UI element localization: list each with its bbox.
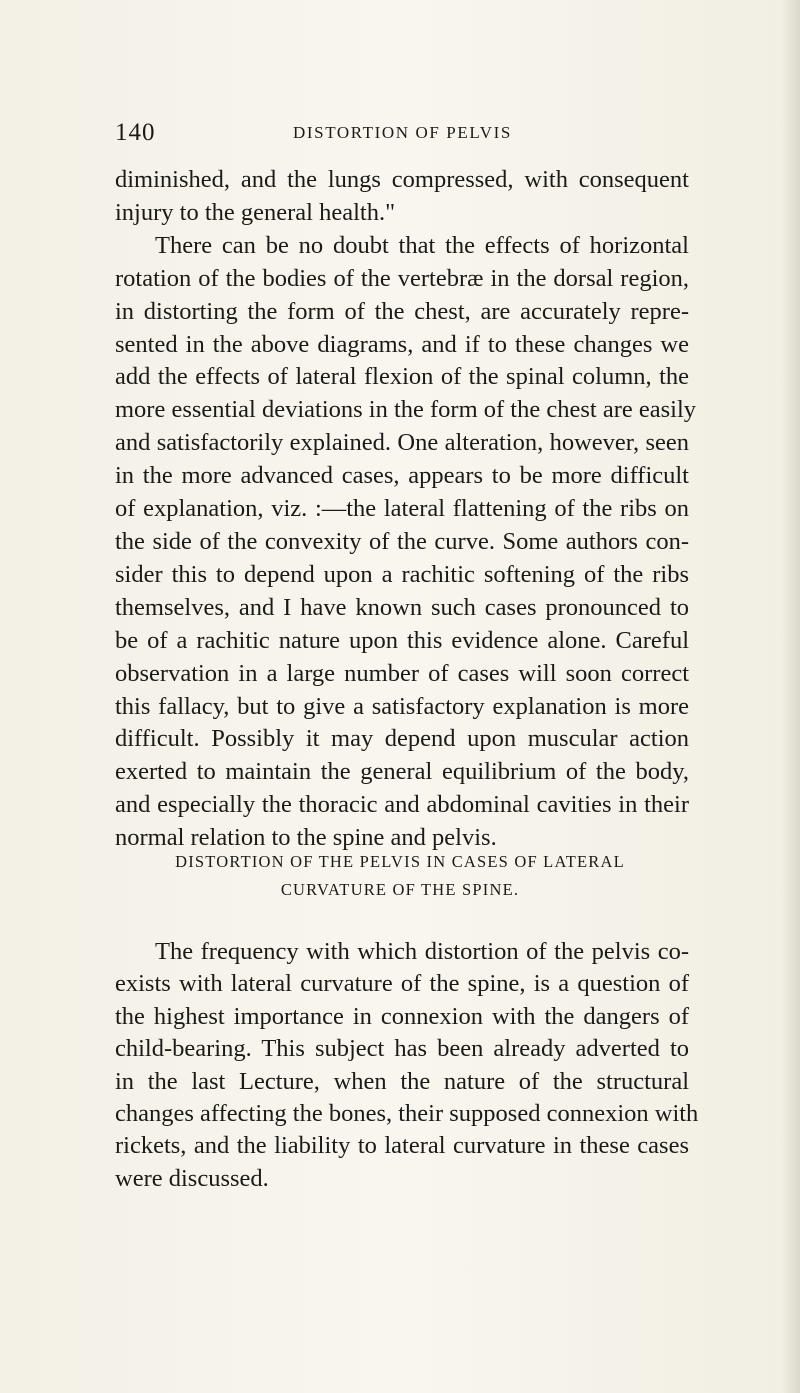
paragraph-continued bbox=[115, 164, 689, 230]
text-line: in the last Lecture, when the nature of the structural bbox=[115, 1067, 689, 1095]
text-line: themselves, and I have known such cases pronounced to bbox=[115, 593, 689, 621]
text-line: the side of the convexity of the curve. Some authors con- bbox=[115, 527, 689, 555]
text-line: add the effects of lateral flexion of the spinal column, the bbox=[115, 363, 689, 391]
page-edge-shadow bbox=[782, 0, 800, 1393]
text-line: in distorting the form of the chest, are accurately repre- bbox=[115, 297, 689, 325]
text-line: in the more advanced cases, appears to be more difficult bbox=[115, 462, 689, 490]
text-line: rotation of the bodies of the vertebræ in the dorsal region, bbox=[115, 264, 689, 292]
text-line: injury to the general health." bbox=[115, 198, 396, 226]
page-number: 140 bbox=[115, 119, 156, 146]
text-line: and especially the thoracic and abdominal cavities in their bbox=[115, 791, 689, 819]
text-line: observation in a large number of cases will soon correct bbox=[115, 659, 689, 687]
text-line: be of a rachitic nature upon this evidence alone. Careful bbox=[115, 626, 689, 654]
text-line: exists with lateral curvature of the spine, is a question of bbox=[115, 970, 689, 998]
text-line: and satisfactorily explained. One alteration, however, seen bbox=[115, 429, 689, 457]
body-text-lower bbox=[115, 936, 699, 1195]
text-line: sider this to depend upon a rachitic softening of the ribs bbox=[115, 560, 689, 588]
text-line: There can be no doubt that the effects of horizontal bbox=[155, 231, 689, 259]
section-heading-line-2: CURVATURE OF THE SPINE. bbox=[280, 880, 520, 899]
text-line: sented in the above diagrams, and if to these changes we bbox=[115, 330, 689, 358]
section-heading bbox=[100, 848, 700, 904]
text-line: the highest importance in connexion with the dangers of bbox=[115, 1002, 689, 1030]
text-line: were discussed. bbox=[115, 1164, 269, 1192]
body-text-upper bbox=[115, 164, 697, 855]
text-line: The frequency with which distortion of the pelvis co- bbox=[155, 938, 689, 965]
text-line: more essential deviations in the form of the chest are easily bbox=[115, 396, 697, 424]
paragraph-chest-deformity bbox=[115, 230, 697, 855]
text-line: of explanation, viz. :—the lateral flattening of the ribs on bbox=[115, 495, 689, 523]
text-line: changes affecting the bones, their supposed connexion with bbox=[115, 1100, 699, 1128]
text-line: child-bearing. This subject has been already adverted to bbox=[115, 1035, 689, 1063]
page-header bbox=[115, 120, 690, 146]
text-line: normal relation to the spine and pelvis. bbox=[115, 824, 497, 852]
text-line: difficult. Possibly it may depend upon muscular action bbox=[115, 725, 689, 753]
text-line: rickets, and the liability to lateral curvature in these cases bbox=[115, 1132, 689, 1160]
paragraph-frequency bbox=[115, 936, 699, 1195]
text-line: diminished, and the lungs compressed, with consequent bbox=[115, 166, 689, 193]
text-line: this fallacy, but to give a satisfactory explanation is more bbox=[115, 692, 689, 720]
section-heading-line-1: DISTORTION OF THE PELVIS IN CASES OF LATERAL bbox=[175, 852, 625, 871]
text-line: exerted to maintain the general equilibrium of the body, bbox=[115, 758, 689, 786]
running-title: DISTORTION OF PELVIS bbox=[293, 123, 512, 142]
